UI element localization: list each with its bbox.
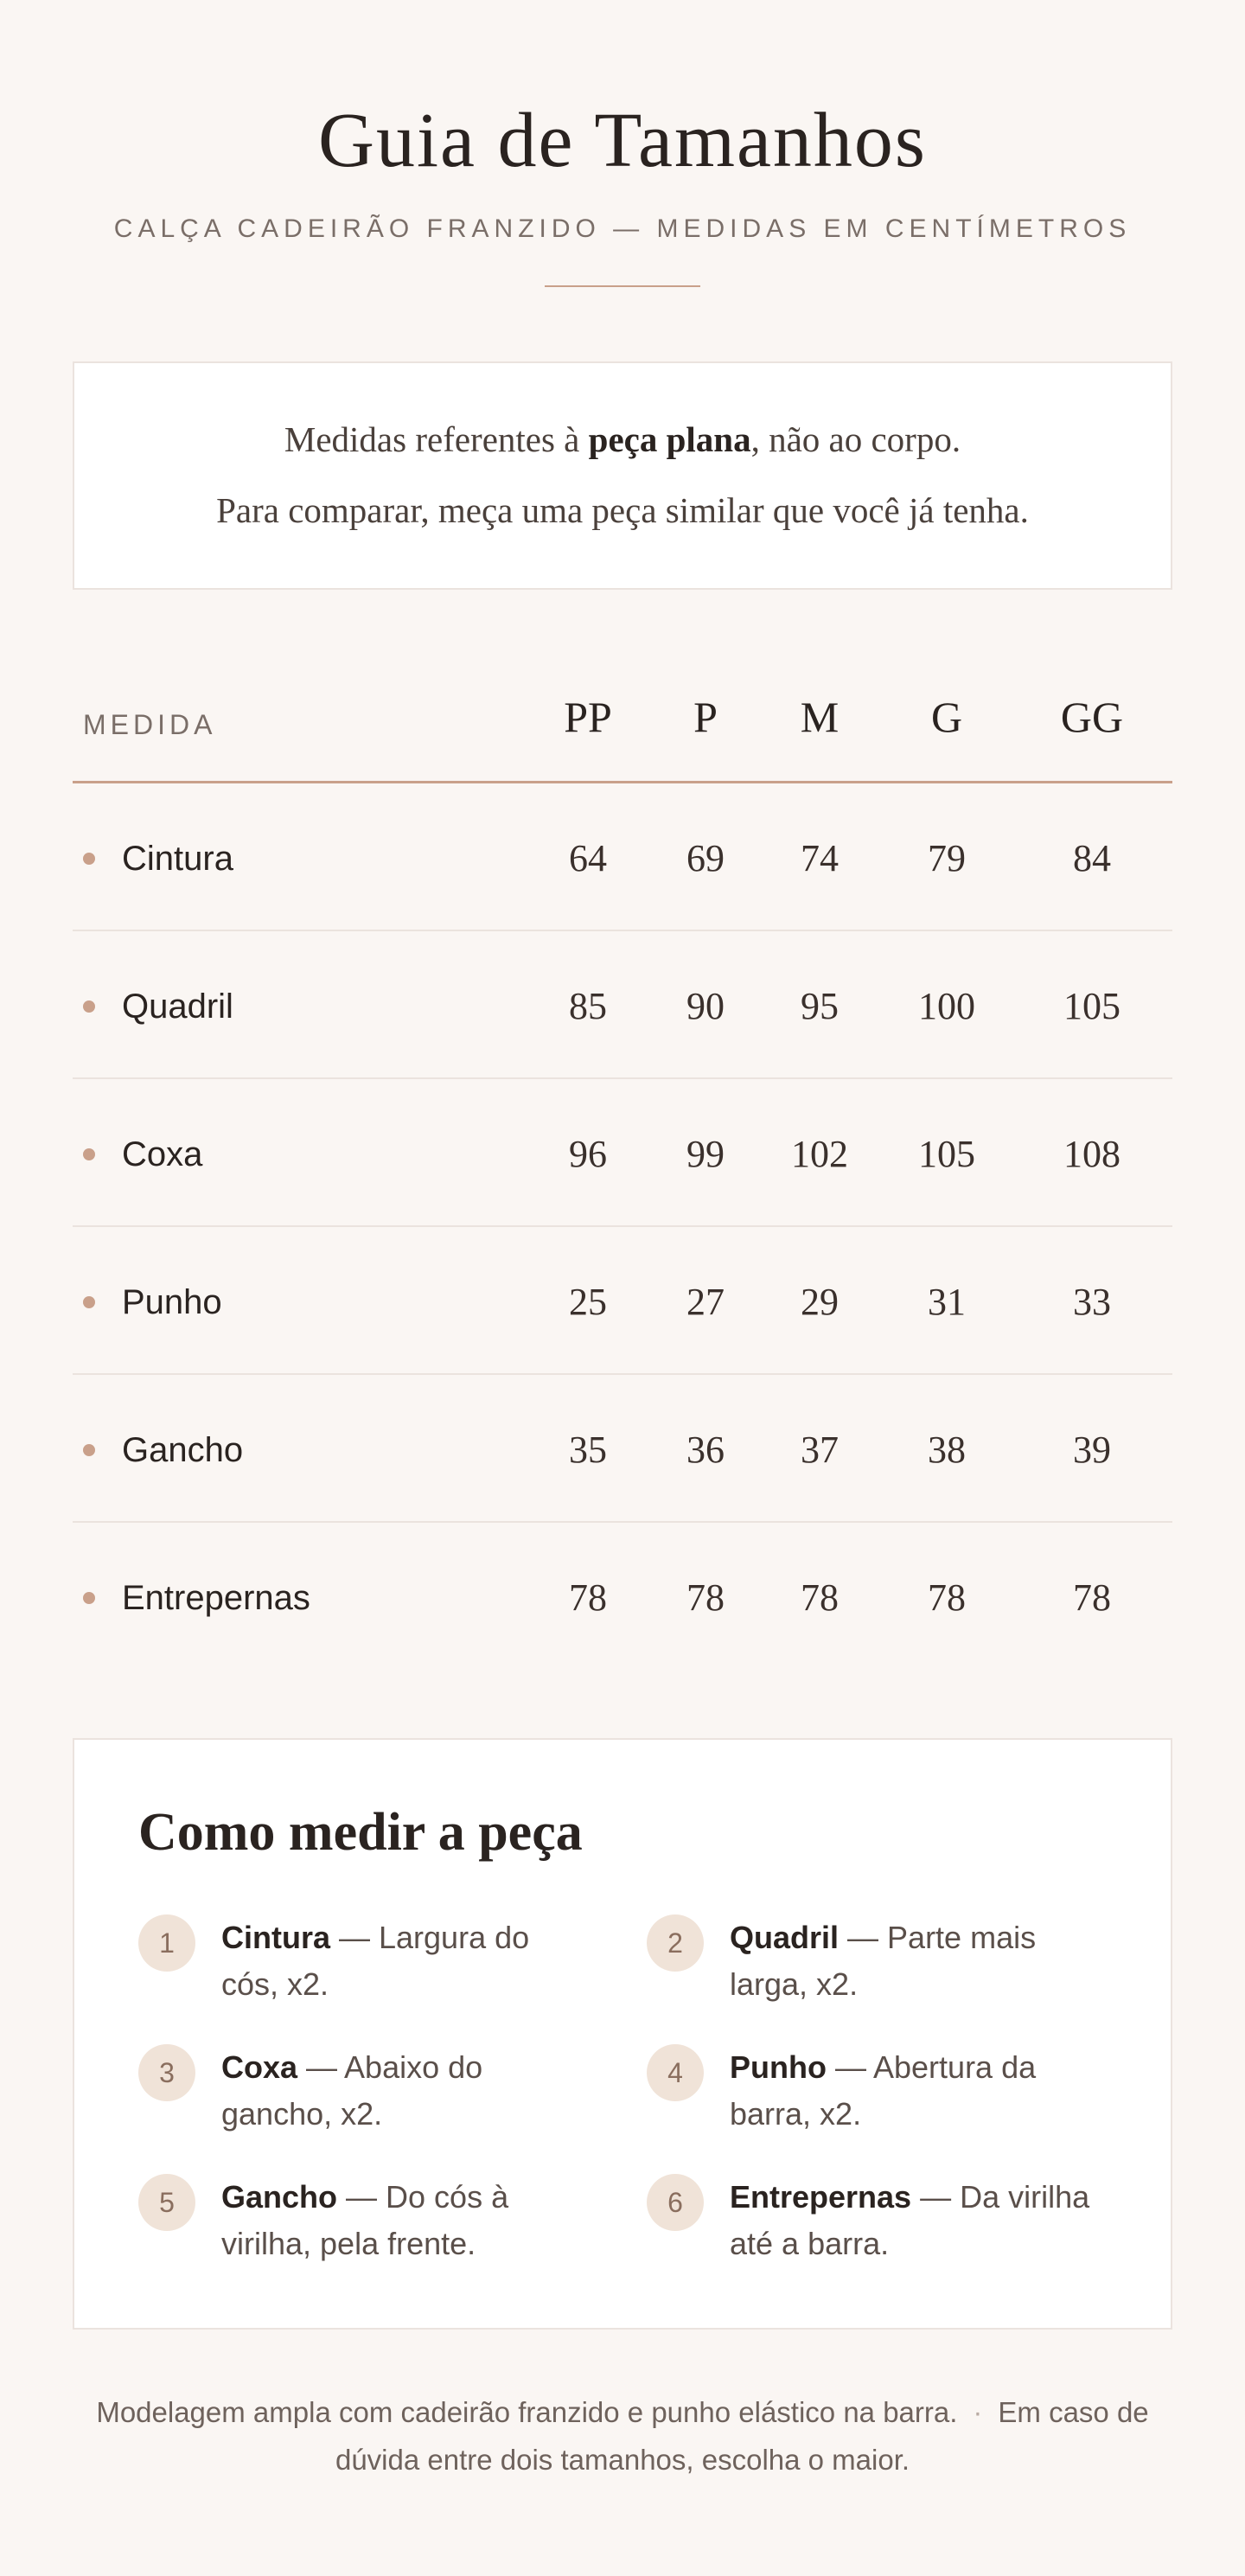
table-cell: 74 [801,837,839,879]
bullet-dot [83,853,95,865]
row-label: Punho [122,1283,222,1321]
row-label: Gancho [122,1431,244,1469]
step-text [221,2174,584,2267]
column-header-m: M [800,693,840,741]
table-cell: 90 [686,985,725,1027]
table-cell: 108 [1063,1133,1120,1175]
step-number-badge: 6 [647,2174,704,2231]
step-description: — Do cós à virilha, pela frente. [221,2179,509,2261]
step-term: Punho [730,2049,827,2085]
page-title: Guia de Tamanhos [318,98,927,183]
table-cell: 35 [569,1429,607,1471]
step-number-badge: 1 [138,1914,195,1972]
table-cell: 78 [928,1576,966,1619]
bullet-dot [83,1592,95,1604]
table-cell: 37 [801,1429,839,1471]
step-text [221,2044,584,2138]
table-cell: 99 [686,1133,725,1175]
footer-note [86,2388,1159,2483]
note-text: Medidas referentes à [284,419,589,459]
table-cell: 78 [569,1576,607,1619]
table-row-coxa [73,1079,1172,1227]
step-description: — Parte mais larga, x2. [730,1920,1037,2002]
step-description: — Abertura da barra, x2. [730,2049,1037,2132]
bullet-dot [83,1148,95,1160]
step-term: Quadril [730,1920,840,1955]
step-text [730,2044,1093,2138]
row-label: Coxa [122,1135,203,1173]
step-term: Cintura [221,1920,330,1955]
table-cell: 25 [569,1281,607,1323]
bullet-dot [83,1444,95,1456]
table-cell: 95 [801,985,839,1027]
row-label: Quadril [122,988,233,1026]
row-label: Entrepernas [122,1579,310,1617]
table-cell: 31 [928,1281,966,1323]
table-row-entrepernas [73,1523,1172,1671]
step-term: Coxa [221,2049,298,2085]
how-to-measure-title: Como medir a peça [138,1803,583,1862]
table-cell: 102 [791,1133,848,1175]
table-cell: 27 [686,1281,725,1323]
table-cell: 85 [569,985,607,1027]
table-cell: 84 [1073,837,1111,879]
step-text [730,2174,1093,2267]
table-cell: 100 [918,985,975,1027]
note-text: , não ao corpo. [750,419,961,459]
step-description: — Largura do cós, x2. [221,1920,530,2002]
step-text [730,1914,1093,2008]
note-emphasis: peça plana [588,419,751,459]
table-cell: 78 [686,1576,725,1619]
table-row-quadril [73,931,1172,1079]
table-cell: 79 [928,837,966,879]
note-line-1 [74,419,1171,459]
table-cell: 105 [918,1133,975,1175]
table-row-punho [73,1227,1172,1375]
step-term: Entrepernas [730,2179,912,2215]
table-cell: 39 [1073,1429,1111,1471]
how-to-measure-card [73,1738,1172,2330]
table-cell: 36 [686,1429,725,1471]
bullet-dot [83,1000,95,1013]
table-cell: 29 [801,1281,839,1323]
step-number-badge: 4 [647,2044,704,2101]
step-description: — Da virilha até a barra. [730,2179,1090,2261]
table-row-gancho [73,1375,1172,1523]
table-cell: 78 [1073,1576,1111,1619]
footer-text: Em caso de dúvida entre dois tamanhos, escolha o maior. [335,2396,1149,2476]
table-cell: 105 [1063,985,1120,1027]
step-number-badge: 3 [138,2044,195,2101]
table-cell: 78 [801,1576,839,1619]
column-header-g: G [930,693,963,741]
step-number-badge: 2 [647,1914,704,1972]
column-header-pp: PP [564,693,612,741]
column-header-gg: GG [1060,693,1124,741]
table-cell: 69 [686,837,725,879]
step-term: Gancho [221,2179,338,2215]
table-header [73,666,1172,783]
flat-measure-note [73,361,1172,590]
size-table [73,666,1172,1671]
column-header-p: P [693,693,718,741]
column-header-measure: MEDIDA [83,709,217,740]
row-label: Cintura [122,840,233,878]
table-cell: 96 [569,1133,607,1175]
page-subtitle: CALÇA CADEIRÃO FRANZIDO — MEDIDAS EM CENTÍMETROS [113,214,1132,243]
table-cell: 38 [928,1429,966,1471]
step-description: — Abaixo do gancho, x2. [221,2049,483,2132]
step-number-badge: 5 [138,2174,195,2231]
table-cell: 33 [1073,1281,1111,1323]
note-line-2: Para comparar, meça uma peça similar que você já tenha. [216,490,1029,530]
footer-text: Modelagem ampla com cadeirão franzido e punho elástico na barra. [96,2396,958,2428]
step-text [221,1914,584,2008]
title-divider [545,285,700,287]
table-cell: 64 [569,837,607,879]
footer-separator: · [973,2396,983,2428]
bullet-dot [83,1296,95,1308]
table-row-cintura [73,783,1172,931]
